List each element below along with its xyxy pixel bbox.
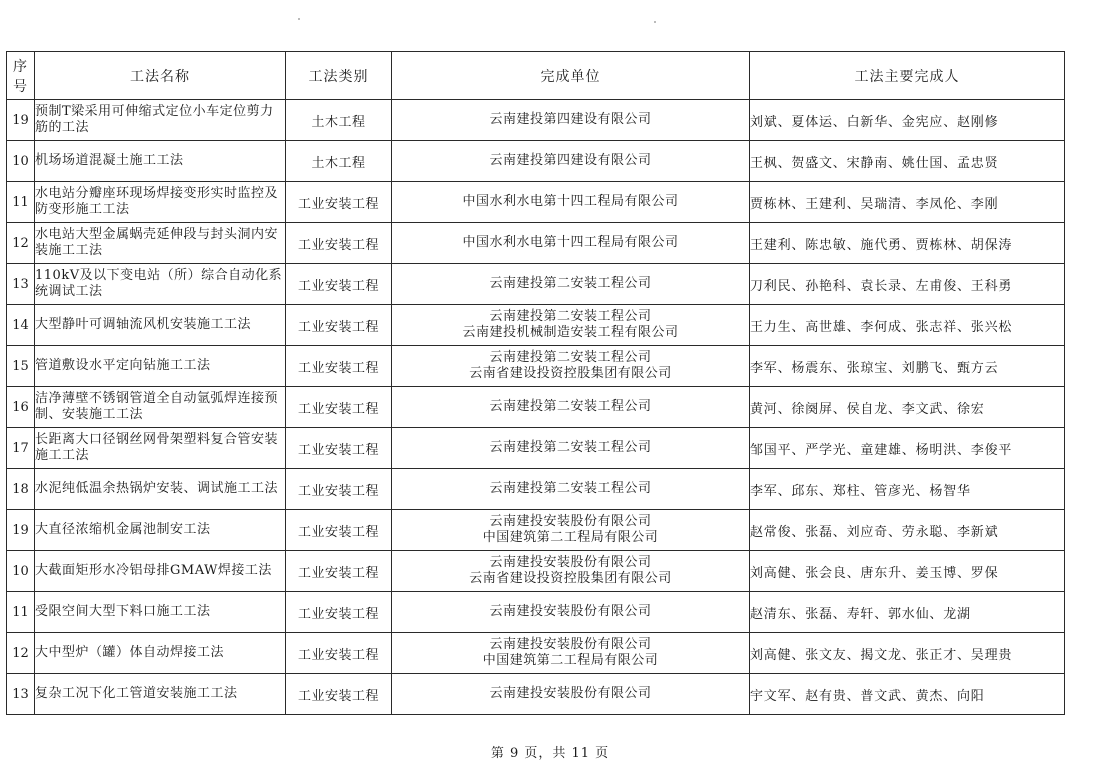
method-name: 大中型炉（罐）体自动焊接工法 [35,633,286,674]
completing-unit [392,551,750,592]
unit-name: 云南建投第二安装工程公司 [489,481,652,496]
unit-name: 中国水利水电第十四工程局有限公司 [462,194,679,209]
method-category: 工业安装工程 [286,592,392,633]
completing-unit [392,100,750,141]
methods-table [6,51,1065,715]
method-name: 管道敷设水平定向钻施工工法 [35,346,286,387]
method-name: 大直径浓缩机金属池制安工法 [35,510,286,551]
main-contributors: 赵常俊、张磊、刘应奇、劳永聪、李新斌 [750,510,1065,551]
row-num: 16 [7,387,35,428]
main-contributors: 李军、杨震东、张琼宝、刘鹏飞、甄方云 [750,346,1065,387]
main-contributors: 李军、邱东、郑柱、管彦光、杨智华 [750,469,1065,510]
row-num: 10 [7,141,35,182]
completing-unit [392,674,750,715]
scan-speck [298,18,300,20]
method-name: 大截面矩形水冷铝母排GMAW焊接工法 [35,551,286,592]
completing-unit [392,141,750,182]
unit-name: 中国建筑第二工程局有限公司 [482,653,659,668]
table-body [7,100,1065,715]
completing-unit [392,387,750,428]
unit-name: 云南省建设投资控股集团有限公司 [469,366,672,381]
table-row [7,346,1065,387]
method-name: 机场场道混凝土施工工法 [35,141,286,182]
method-name: 洁净薄壁不锈钢管道全自动氩弧焊连接预制、安装施工工法 [35,387,286,428]
table-row [7,223,1065,264]
table-row [7,551,1065,592]
table-row [7,305,1065,346]
main-contributors: 刀利民、孙艳科、袁长录、左甫俊、王科勇 [750,264,1065,305]
unit-name: 云南建投安装股份有限公司 [489,686,652,701]
main-contributors: 刘高健、张文友、揭文龙、张正才、吴理贵 [750,633,1065,674]
method-category: 工业安装工程 [286,510,392,551]
method-category: 土木工程 [286,141,392,182]
method-name: 长距离大口径钢丝网骨架塑料复合管安装施工工法 [35,428,286,469]
table-row [7,182,1065,223]
completing-unit [392,469,750,510]
unit-name: 云南建投安装股份有限公司 [489,514,652,529]
table-row [7,592,1065,633]
main-contributors: 王枫、贺盛文、宋静南、姚仕国、孟忠贤 [750,141,1065,182]
completing-unit [392,510,750,551]
method-category: 工业安装工程 [286,469,392,510]
row-num: 19 [7,100,35,141]
unit-name: 云南建投安装股份有限公司 [489,604,652,619]
header-row [7,52,1065,100]
main-contributors: 王力生、高世雄、李何成、张志祥、张兴松 [750,305,1065,346]
row-num: 18 [7,469,35,510]
completing-unit [392,305,750,346]
unit-name: 云南建投机械制造安装工程有限公司 [462,325,679,340]
method-category: 工业安装工程 [286,428,392,469]
header-category: 工法类别 [286,52,392,100]
unit-name: 云南建投第二安装工程公司 [489,350,652,365]
method-category: 工业安装工程 [286,305,392,346]
table-row [7,428,1065,469]
row-num: 11 [7,592,35,633]
completing-unit [392,182,750,223]
unit-name: 云南建投第四建设有限公司 [489,153,652,168]
completing-unit [392,428,750,469]
method-name: 水泥纯低温余热锅炉安装、调试施工工法 [35,469,286,510]
unit-name: 云南建投第二安装工程公司 [489,399,652,414]
header-name: 工法名称 [35,52,286,100]
main-contributors: 邹国平、严学光、童建雄、杨明洪、李俊平 [750,428,1065,469]
main-contributors: 宇文军、赵有贵、普文武、黄杰、向阳 [750,674,1065,715]
method-name: 大型静叶可调轴流风机安装施工工法 [35,305,286,346]
row-num: 12 [7,223,35,264]
scan-speck [654,21,656,23]
unit-name: 云南建投安装股份有限公司 [489,555,652,570]
unit-name: 中国建筑第二工程局有限公司 [482,530,659,545]
row-num: 11 [7,182,35,223]
header-num: 序号 [7,52,35,100]
method-name: 受限空间大型下料口施工工法 [35,592,286,633]
completing-unit [392,346,750,387]
row-num: 13 [7,264,35,305]
table-row [7,100,1065,141]
method-category: 工业安装工程 [286,633,392,674]
main-contributors: 王建利、陈忠敏、施代勇、贾栋林、胡保涛 [750,223,1065,264]
unit-name: 云南建投第四建设有限公司 [489,112,652,127]
table-row [7,510,1065,551]
unit-name: 云南省建设投资控股集团有限公司 [469,571,672,586]
header-people: 工法主要完成人 [750,52,1065,100]
unit-name: 中国水利水电第十四工程局有限公司 [462,235,679,250]
table-row [7,633,1065,674]
method-category: 工业安装工程 [286,674,392,715]
main-contributors: 贾栋林、王建利、吴瑞清、李凤伦、李刚 [750,182,1065,223]
table-row [7,469,1065,510]
unit-name: 云南建投安装股份有限公司 [489,637,652,652]
table-row [7,674,1065,715]
completing-unit [392,592,750,633]
method-category: 土木工程 [286,100,392,141]
unit-name: 云南建投第二安装工程公司 [489,440,652,455]
method-name: 预制T梁采用可伸缩式定位小车定位剪力筋的工法 [35,100,286,141]
header-unit: 完成单位 [392,52,750,100]
table-row [7,387,1065,428]
main-contributors: 刘高健、张会良、唐东升、姜玉博、罗保 [750,551,1065,592]
row-num: 14 [7,305,35,346]
row-num: 17 [7,428,35,469]
unit-name: 云南建投第二安装工程公司 [489,276,652,291]
method-category: 工业安装工程 [286,182,392,223]
method-category: 工业安装工程 [286,264,392,305]
row-num: 10 [7,551,35,592]
main-contributors: 赵清东、张磊、寿轩、郭水仙、龙湖 [750,592,1065,633]
method-category: 工业安装工程 [286,551,392,592]
method-category: 工业安装工程 [286,346,392,387]
main-contributors: 黄河、徐阕屏、侯自龙、李文武、徐宏 [750,387,1065,428]
unit-name: 云南建投第二安装工程公司 [489,309,652,324]
row-num: 15 [7,346,35,387]
method-name: 水电站大型金属蜗壳延伸段与封头洞内安装施工工法 [35,223,286,264]
method-category: 工业安装工程 [286,223,392,264]
completing-unit [392,264,750,305]
row-num: 19 [7,510,35,551]
row-num: 13 [7,674,35,715]
method-name: 110kV及以下变电站（所）综合自动化系统调试工法 [35,264,286,305]
method-name: 水电站分瓣座环现场焊接变形实时监控及防变形施工工法 [35,182,286,223]
completing-unit [392,633,750,674]
method-name: 复杂工况下化工管道安装施工工法 [35,674,286,715]
method-category: 工业安装工程 [286,387,392,428]
table-row [7,141,1065,182]
row-num: 12 [7,633,35,674]
page-footer: 第 9 页，共 11 页 [490,746,610,761]
completing-unit [392,223,750,264]
table-row [7,264,1065,305]
main-contributors: 刘斌、夏体运、白新华、金宪应、赵刚修 [750,100,1065,141]
